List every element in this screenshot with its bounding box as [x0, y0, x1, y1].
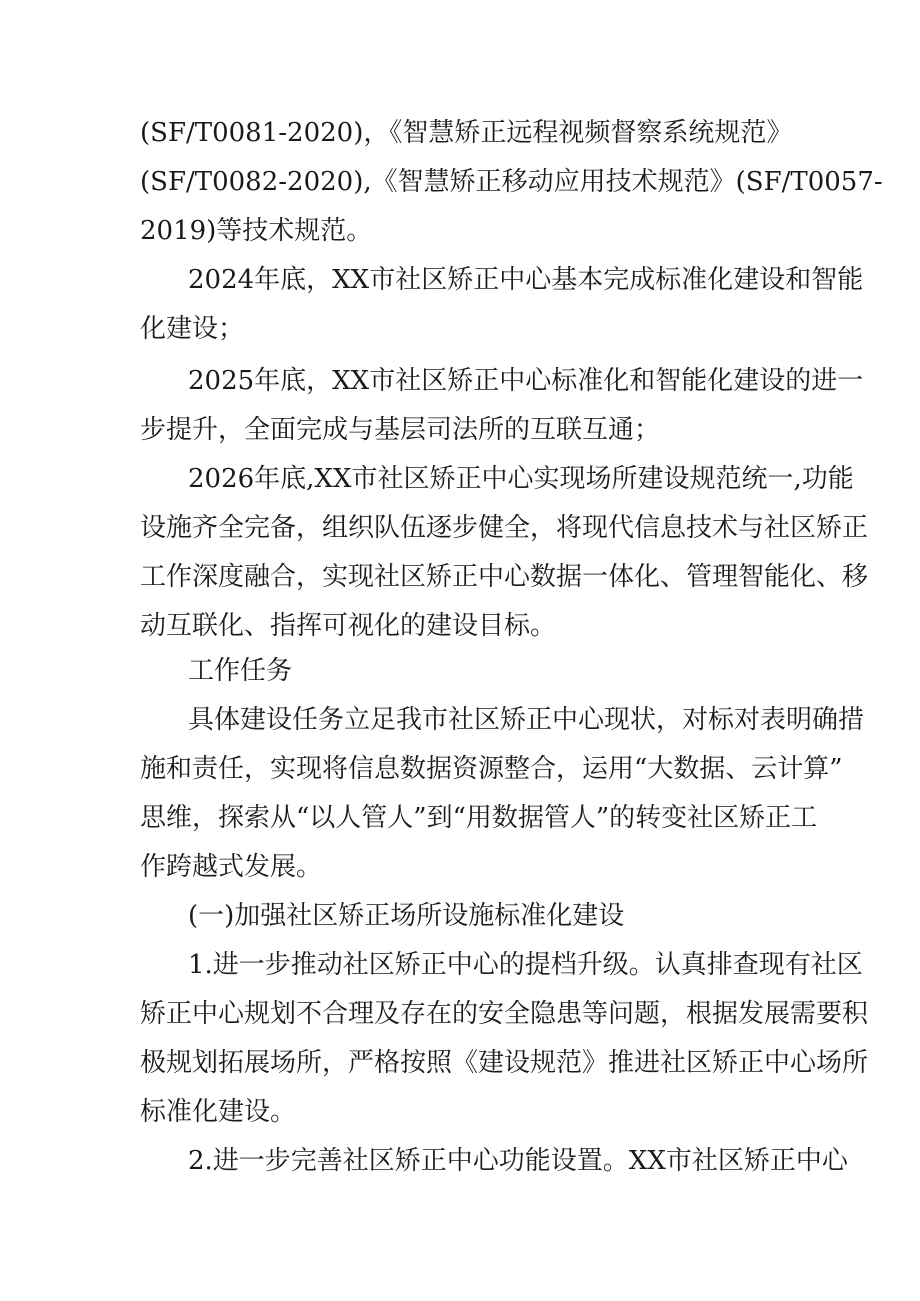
text-line-standards-3: 2019)等技术规范。 [140, 216, 373, 246]
text-line-goal-2026: 2026年底,XX市社区矫正中心实现场所建设规范统一,功能 [188, 464, 854, 494]
text-line-item1-4: 标准化建设。 [140, 1097, 297, 1127]
section-heading-tasks: 工作任务 [188, 656, 293, 686]
text-line-standards-1: (SF/T0081-2020)，《智慧矫正远程视频督察系统规范》 [140, 118, 793, 148]
text-line-item1-3: 极规划拓展场所，严格按照《建设规范》推进社区矫正中心场所 [140, 1048, 869, 1078]
text-line-item1-1: 1.进一步推动社区矫正中心的提档升级。认真排查现有社区 [188, 950, 863, 980]
text-line-item1-2: 矫正中心规划不合理及存在的安全隐患等问题，根据发展需要积 [140, 999, 869, 1029]
text-line-goal-2026-cont-2: 工作深度融合，实现社区矫正中心数据一体化、管理智能化、移 [140, 562, 869, 592]
text-line-goal-2024: 2024年底，XX市社区矫正中心基本完成标准化建设和智能 [188, 265, 864, 295]
text-line-goal-2026-cont-1: 设施齐全完备，组织队伍逐步健全，将现代信息技术与社区矫正 [140, 513, 869, 543]
text-line-goal-2026-cont-3: 动互联化、指挥可视化的建设目标。 [140, 611, 557, 641]
text-line-tasks-4: 作跨越式发展。 [140, 852, 323, 882]
text-line-goal-2025: 2025年底，XX市社区矫正中心标准化和智能化建设的进一 [188, 366, 864, 396]
text-line-tasks-3: 思维，探索从“以人管人”到“用数据管人”的转变社区矫正工 [140, 803, 818, 833]
text-line-goal-2025-cont: 步提升，全面完成与基层司法所的互联互通； [140, 415, 661, 445]
text-line-tasks-1: 具体建设任务立足我市社区矫正中心现状，对标对表明确措 [188, 705, 865, 735]
text-line-tasks-2: 施和责任，实现将信息数据资源整合，运用“大数据、云计算” [140, 754, 843, 784]
text-line-standards-2: (SF/T0082-2020),《智慧矫正移动应用技术规范》(SF/T0057- [140, 167, 883, 197]
text-line-item2-1: 2.进一步完善社区矫正中心功能设置。XX市社区矫正中心 [188, 1146, 848, 1176]
text-line-goal-2024-cont: 化建设； [140, 314, 245, 344]
subsection-heading-1: (一)加强社区矫正场所设施标准化建设 [188, 901, 625, 931]
